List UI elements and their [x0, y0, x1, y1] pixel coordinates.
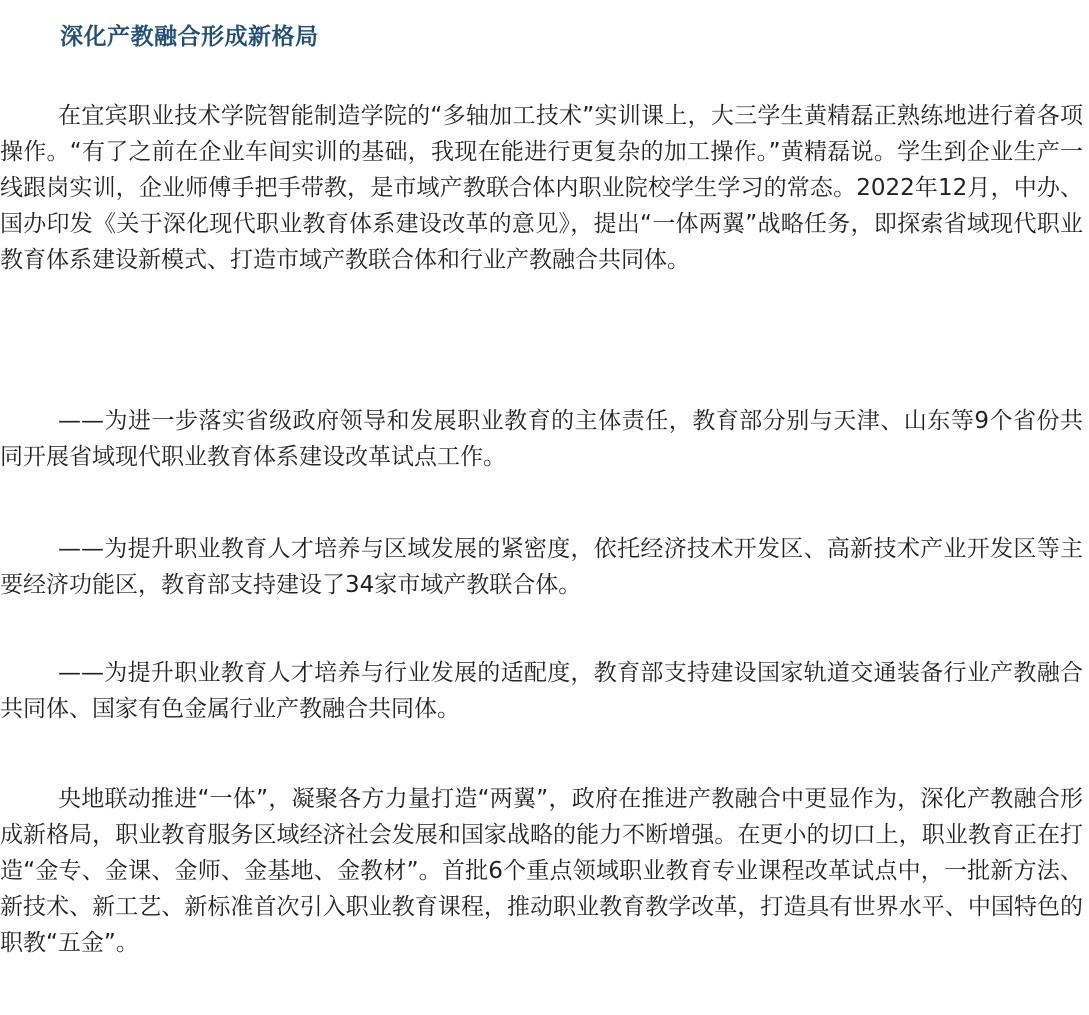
paragraph-industry-community: ——为提升职业教育人才培养与行业发展的适配度，教育部支持建设国家轨道交通装备行业产教融合共同体、国家有色金属行业产教融合共同体。 [0, 660, 1083, 722]
paragraph-provincial-pilot: ——为进一步落实省级政府领导和发展职业教育的主体责任，教育部分别与天津、山东等9个省份共同开展省域现代职业教育体系建设改革试点工作。 [0, 408, 1083, 470]
paragraph-city-consortia: ——为提升职业教育人才培养与区域发展的紧密度，依托经济技术开发区、高新技术产业开发区等主要经济功能区，教育部支持建设了34家市域产教联合体。 [0, 536, 1083, 598]
paragraph-intro: 在宜宾职业技术学院智能制造学院的“多轴加工技术”实训课上，大三学生黄精磊正熟练地进行着各项操作。“有了之前在企业车间实训的基础，我现在能进行更复杂的加工操作。”黄精磊说。学生到企业生产一线跟岗实训，企业师傅手把手带教，是市域产教联合体内职业院校学生学习的常态。2022年12月，中办、国办印发《关于深化现代职业教育体系建设改革的意见》，提出“一体两翼”战略任务，即探索省域现代职业教育体系建设新模式、打造市域产教联合体和行业产教融合共同体。 [0, 103, 1083, 273]
section-heading: 深化产教融合形成新格局 [60, 24, 319, 50]
paragraph-conclusion: 央地联动推进“一体”，凝聚各方力量打造“两翼”，政府在推进产教融合中更显作为，深化产教融合形成新格局，职业教育服务区域经济社会发展和国家战略的能力不断增强。在更小的切口上，职业教育正在打造“金专、金课、金师、金基地、金教材”。首批6个重点领域职业教育专业课程改革试点中，一批新方法、新技术、新工艺、新标准首次引入职业教育课程，推动职业教育教学改革，打造具有世界水平、中国特色的职教“五金”。 [0, 786, 1083, 956]
